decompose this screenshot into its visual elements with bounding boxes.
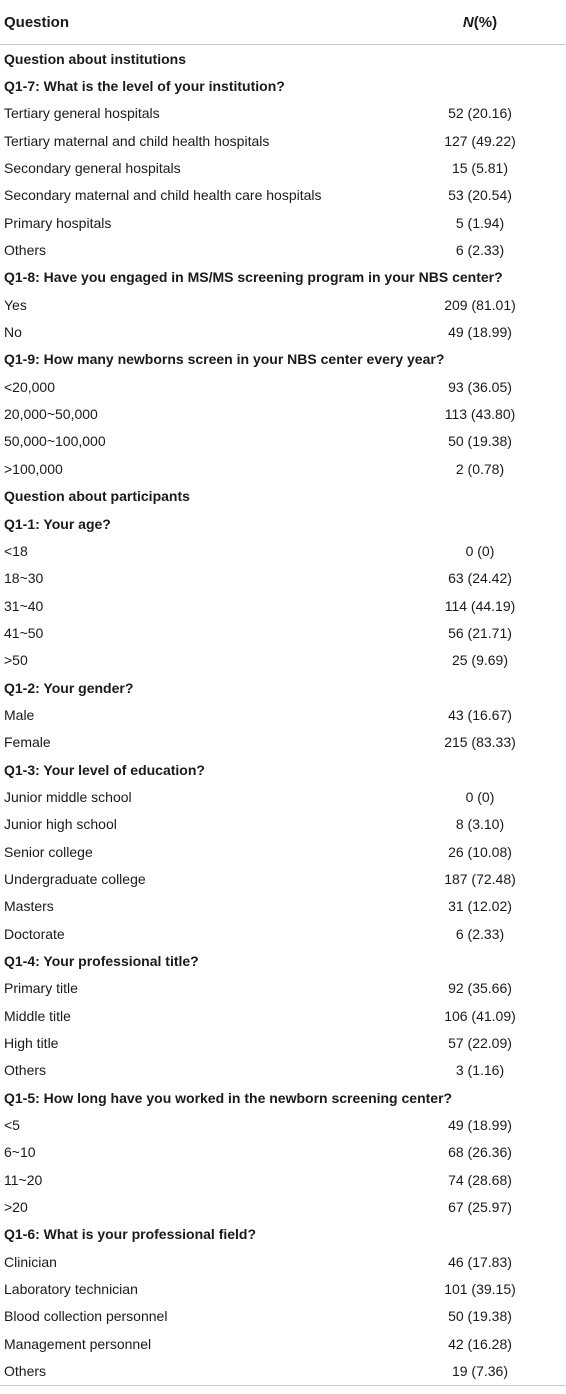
- table-row: [0, 1057, 566, 1084]
- row-value: 209 (81.01): [444, 296, 516, 313]
- table-row: [0, 127, 566, 154]
- table-row: [0, 373, 566, 400]
- section-heading-row: [0, 45, 566, 72]
- row-label: High title: [4, 1035, 59, 1052]
- row-value: 93 (36.05): [448, 378, 512, 395]
- question-row: [0, 346, 566, 373]
- row-value: 74 (28.68): [448, 1171, 512, 1188]
- row-label: >100,000: [4, 460, 63, 477]
- row-label: Secondary maternal and child health care hospitals: [4, 187, 322, 204]
- table-row: [0, 1139, 566, 1166]
- row-label: Tertiary maternal and child health hospitals: [4, 132, 270, 149]
- row-label: 20,000~50,000: [4, 406, 98, 423]
- row-label: 41~50: [4, 624, 44, 641]
- row-label: <20,000: [4, 378, 55, 395]
- question-row: [0, 1084, 566, 1111]
- row-value: 114 (44.19): [444, 597, 516, 614]
- row-label: 6~10: [4, 1144, 36, 1161]
- row-value: 101 (39.15): [444, 1281, 516, 1298]
- row-label: 11~20: [4, 1171, 43, 1188]
- row-value: 92 (35.66): [448, 980, 512, 997]
- table-row: [0, 1193, 566, 1220]
- table-row: [0, 318, 566, 345]
- row-label: >50: [4, 652, 28, 669]
- row-value: 68 (26.36): [448, 1144, 512, 1161]
- row-label: Senior college: [4, 843, 93, 860]
- row-label: Undergraduate college: [4, 870, 146, 887]
- row-label: No: [4, 324, 22, 341]
- row-value: 19 (7.36): [451, 1363, 509, 1380]
- row-value: 52 (20.16): [448, 105, 512, 122]
- row-label: Question about institutions: [4, 50, 186, 67]
- question-row: [0, 674, 566, 701]
- row-label: Primary hospitals: [4, 214, 112, 231]
- table-row: [0, 1248, 566, 1275]
- table-row: [0, 236, 566, 263]
- row-label: Secondary general hospitals: [4, 160, 181, 177]
- question-row: [0, 1221, 566, 1248]
- table-row: [0, 1166, 566, 1193]
- row-value: 57 (22.09): [448, 1035, 512, 1052]
- row-label: Middle title: [4, 1007, 71, 1024]
- row-label: Q1-8: Have you engaged in MS/MS screening program in your NBS center?: [4, 269, 503, 286]
- row-value: 2 (0.78): [455, 460, 505, 477]
- table-body: [0, 45, 566, 1385]
- table-header: [0, 0, 566, 45]
- table-row: [0, 100, 566, 127]
- table-row: [0, 428, 566, 455]
- table-row: [0, 920, 566, 947]
- table-row: [0, 565, 566, 592]
- table-row: [0, 592, 566, 619]
- column-header-n: N: [462, 13, 474, 31]
- row-value: 26 (10.08): [448, 843, 512, 860]
- row-label: Junior middle school: [4, 788, 132, 805]
- row-value: 49 (18.99): [448, 324, 512, 341]
- row-value: 6 (2.33): [455, 242, 505, 259]
- row-value: 50 (19.38): [448, 433, 512, 450]
- row-label: Primary title: [4, 980, 78, 997]
- row-value: 31 (12.02): [448, 898, 512, 915]
- table-row: [0, 893, 566, 920]
- table-row: [0, 729, 566, 756]
- row-label: Q1-7: What is the level of your institution?: [4, 78, 285, 95]
- row-label: Q1-2: Your gender?: [4, 679, 134, 696]
- question-row: [0, 947, 566, 974]
- row-label: Laboratory technician: [4, 1281, 138, 1298]
- table-row: [0, 1330, 566, 1357]
- row-value: 46 (17.83): [448, 1253, 512, 1270]
- row-value: 25 (9.69): [451, 652, 509, 669]
- row-value: 6 (2.33): [455, 925, 505, 942]
- row-value: 50 (19.38): [448, 1308, 512, 1325]
- table-row: [0, 291, 566, 318]
- table-row: [0, 1111, 566, 1138]
- row-value: 56 (21.71): [448, 624, 512, 641]
- question-row: [0, 72, 566, 99]
- row-value: 187 (72.48): [444, 870, 516, 887]
- row-label: Q1-9: How many newborns screen in your NBS center every year?: [4, 351, 445, 368]
- table-row: [0, 1303, 566, 1330]
- table-row: [0, 975, 566, 1002]
- row-label: Q1-6: What is your professional field?: [4, 1226, 257, 1243]
- row-label: Tertiary general hospitals: [4, 105, 160, 122]
- question-row: [0, 756, 566, 783]
- row-label: Clinician: [4, 1253, 57, 1270]
- row-value: 67 (25.97): [448, 1199, 512, 1216]
- table-row: [0, 209, 566, 236]
- table-row: [0, 701, 566, 728]
- table-row: [0, 1275, 566, 1302]
- question-row: [0, 264, 566, 291]
- row-label: 50,000~100,000: [4, 433, 106, 450]
- row-value: 43 (16.67): [448, 706, 512, 723]
- table-row: [0, 1358, 566, 1385]
- table-row: [0, 182, 566, 209]
- row-label: Question about participants: [4, 488, 190, 505]
- row-value: 127 (49.22): [444, 132, 516, 149]
- row-label: Blood collection personnel: [4, 1308, 168, 1325]
- row-label: Masters: [4, 898, 54, 915]
- table-row: [0, 811, 566, 838]
- row-value: 0 (0): [465, 542, 495, 559]
- row-value: 8 (3.10): [455, 816, 505, 833]
- column-header-n-percent: [416, 14, 566, 31]
- row-label: Q1-4: Your professional title?: [4, 953, 199, 970]
- row-label: Male: [4, 706, 35, 723]
- row-value: 3 (1.16): [455, 1062, 505, 1079]
- table-row: [0, 1029, 566, 1056]
- row-value: 63 (24.42): [448, 570, 512, 587]
- row-label: Others: [4, 1363, 47, 1380]
- row-value: 113 (43.80): [444, 406, 516, 423]
- row-value: 53 (20.54): [448, 187, 512, 204]
- row-label: Doctorate: [4, 925, 65, 942]
- row-label: Q1-3: Your level of education?: [4, 761, 205, 778]
- table-bottom-rule: [0, 1385, 566, 1386]
- row-value: 15 (5.81): [451, 160, 509, 177]
- row-value: 5 (1.94): [455, 214, 505, 231]
- row-label: Junior high school: [4, 816, 117, 833]
- row-label: Q1-1: Your age?: [4, 515, 111, 532]
- row-label: Others: [4, 1062, 47, 1079]
- row-label: <18: [4, 542, 28, 559]
- row-value: 0 (0): [465, 788, 495, 805]
- row-value: 215 (83.33): [444, 734, 516, 751]
- table-row: [0, 783, 566, 810]
- table-row: [0, 455, 566, 482]
- row-value: 42 (16.28): [448, 1335, 512, 1352]
- row-label: 31~40: [4, 597, 44, 614]
- row-value: 106 (41.09): [444, 1007, 516, 1024]
- table-row: [0, 865, 566, 892]
- section-heading-row: [0, 483, 566, 510]
- row-label: >20: [4, 1199, 28, 1216]
- table-row: [0, 537, 566, 564]
- row-label: Others: [4, 242, 47, 259]
- table-row: [0, 619, 566, 646]
- table-row: [0, 1002, 566, 1029]
- row-value: 49 (18.99): [448, 1117, 512, 1134]
- row-label: Management personnel: [4, 1335, 152, 1352]
- row-label: 18~30: [4, 570, 44, 587]
- row-label: Q1-5: How long have you worked in the newborn screening center?: [4, 1089, 453, 1106]
- table-row: [0, 647, 566, 674]
- table-row: [0, 838, 566, 865]
- row-label: Female: [4, 734, 51, 751]
- table-row: [0, 154, 566, 181]
- question-row: [0, 510, 566, 537]
- row-label: <5: [4, 1117, 20, 1134]
- row-label: Yes: [4, 296, 27, 313]
- column-header-question: Question: [4, 13, 70, 31]
- table-row: [0, 400, 566, 427]
- column-header-percent: (%): [473, 13, 498, 31]
